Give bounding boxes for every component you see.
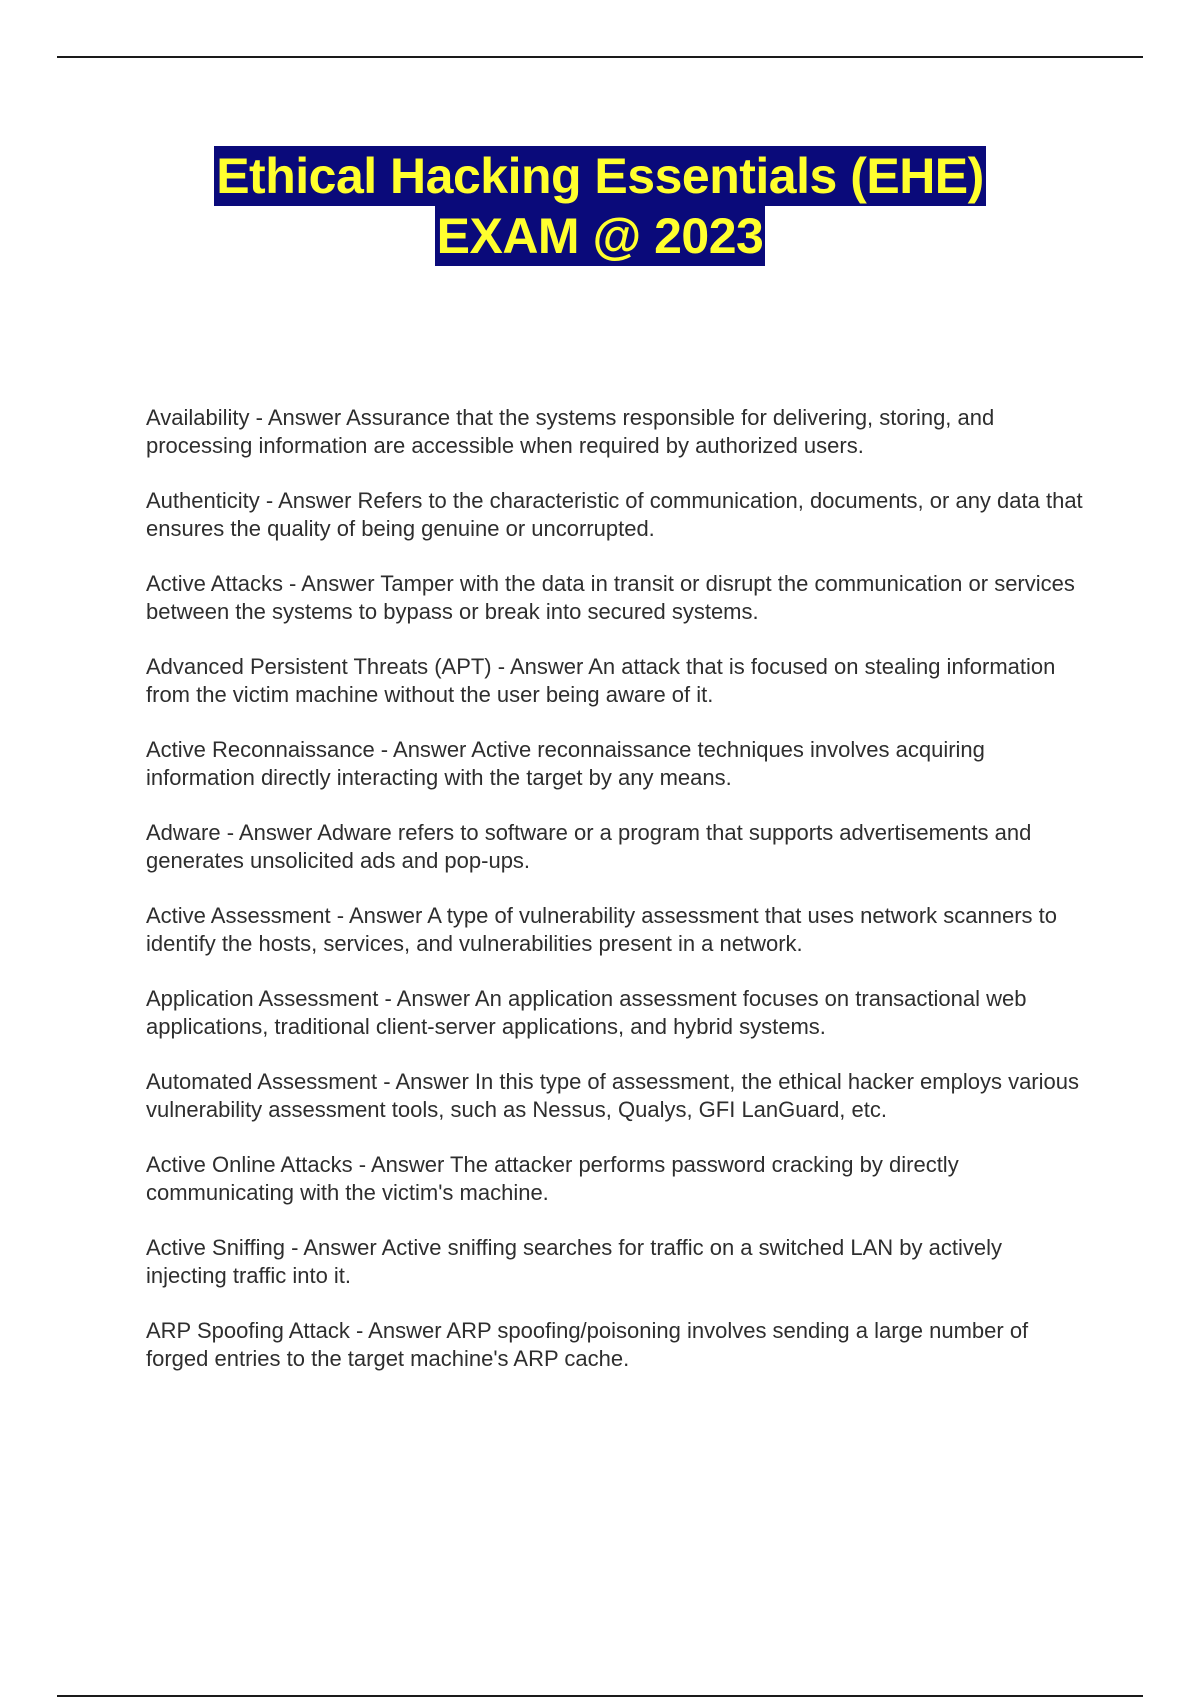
title-text-2: EXAM @ 2023	[436, 208, 764, 264]
qa-entry-active-assessment: Active Assessment - Answer A type of vulnerability assessment that uses network scanners to identify the hosts, services, and vulnerabilities present in a network.	[146, 903, 1057, 956]
qa-entry-availability: Availability - Answer Assurance that the systems responsible for delivering, storing, and processing information are accessible when required by authorized users.	[146, 405, 995, 458]
qa-entry-adware: Adware - Answer Adware refers to software or a program that supports advertisements and generates unsolicited ads and pop-ups.	[146, 820, 1032, 873]
qa-entry-active-sniffing: Active Sniffing - Answer Active sniffing searches for traffic on a switched LAN by actively injecting traffic into it.	[146, 1235, 1002, 1288]
qa-list	[146, 404, 1086, 1400]
qa-entry-active-online-attacks: Active Online Attacks - Answer The attacker performs password cracking by directly communicating with the victim's machine.	[146, 1152, 959, 1205]
qa-entry-application-assessment: Application Assessment - Answer An application assessment focuses on transactional web applications, traditional client-server applications, and hybrid systems.	[146, 986, 1027, 1039]
qa-entry-active-attacks: Active Attacks - Answer Tamper with the data in transit or disrupt the communication or services between the systems to bypass or break into secured systems.	[146, 571, 1075, 624]
title-line-1	[0, 146, 1200, 206]
title-line-2	[0, 206, 1200, 266]
qa-entry-automated-assessment: Automated Assessment - Answer In this type of assessment, the ethical hacker employs various vulnerability assessment tools, such as Nessus, Qualys, GFI LanGuard, etc.	[146, 1069, 1079, 1122]
bottom-rule	[57, 1695, 1143, 1697]
title-text-1: Ethical Hacking Essentials (EHE)	[216, 148, 984, 204]
qa-entry-authenticity: Authenticity - Answer Refers to the characteristic of communication, documents, or any data that ensures the quality of being genuine or uncorrupted.	[146, 488, 1083, 541]
qa-entry-arp-spoofing: ARP Spoofing Attack - Answer ARP spoofing/poisoning involves sending a large number of forged entries to the target machine's ARP cache.	[146, 1318, 1029, 1371]
document-title	[0, 146, 1200, 266]
qa-entry-active-reconnaissance: Active Reconnaissance - Answer Active reconnaissance techniques involves acquiring information directly interacting with the target by any means.	[146, 737, 985, 790]
top-rule	[57, 56, 1143, 58]
qa-entry-apt: Advanced Persistent Threats (APT) - Answer An attack that is focused on stealing information from the victim machine without the user being aware of it.	[146, 654, 1056, 707]
